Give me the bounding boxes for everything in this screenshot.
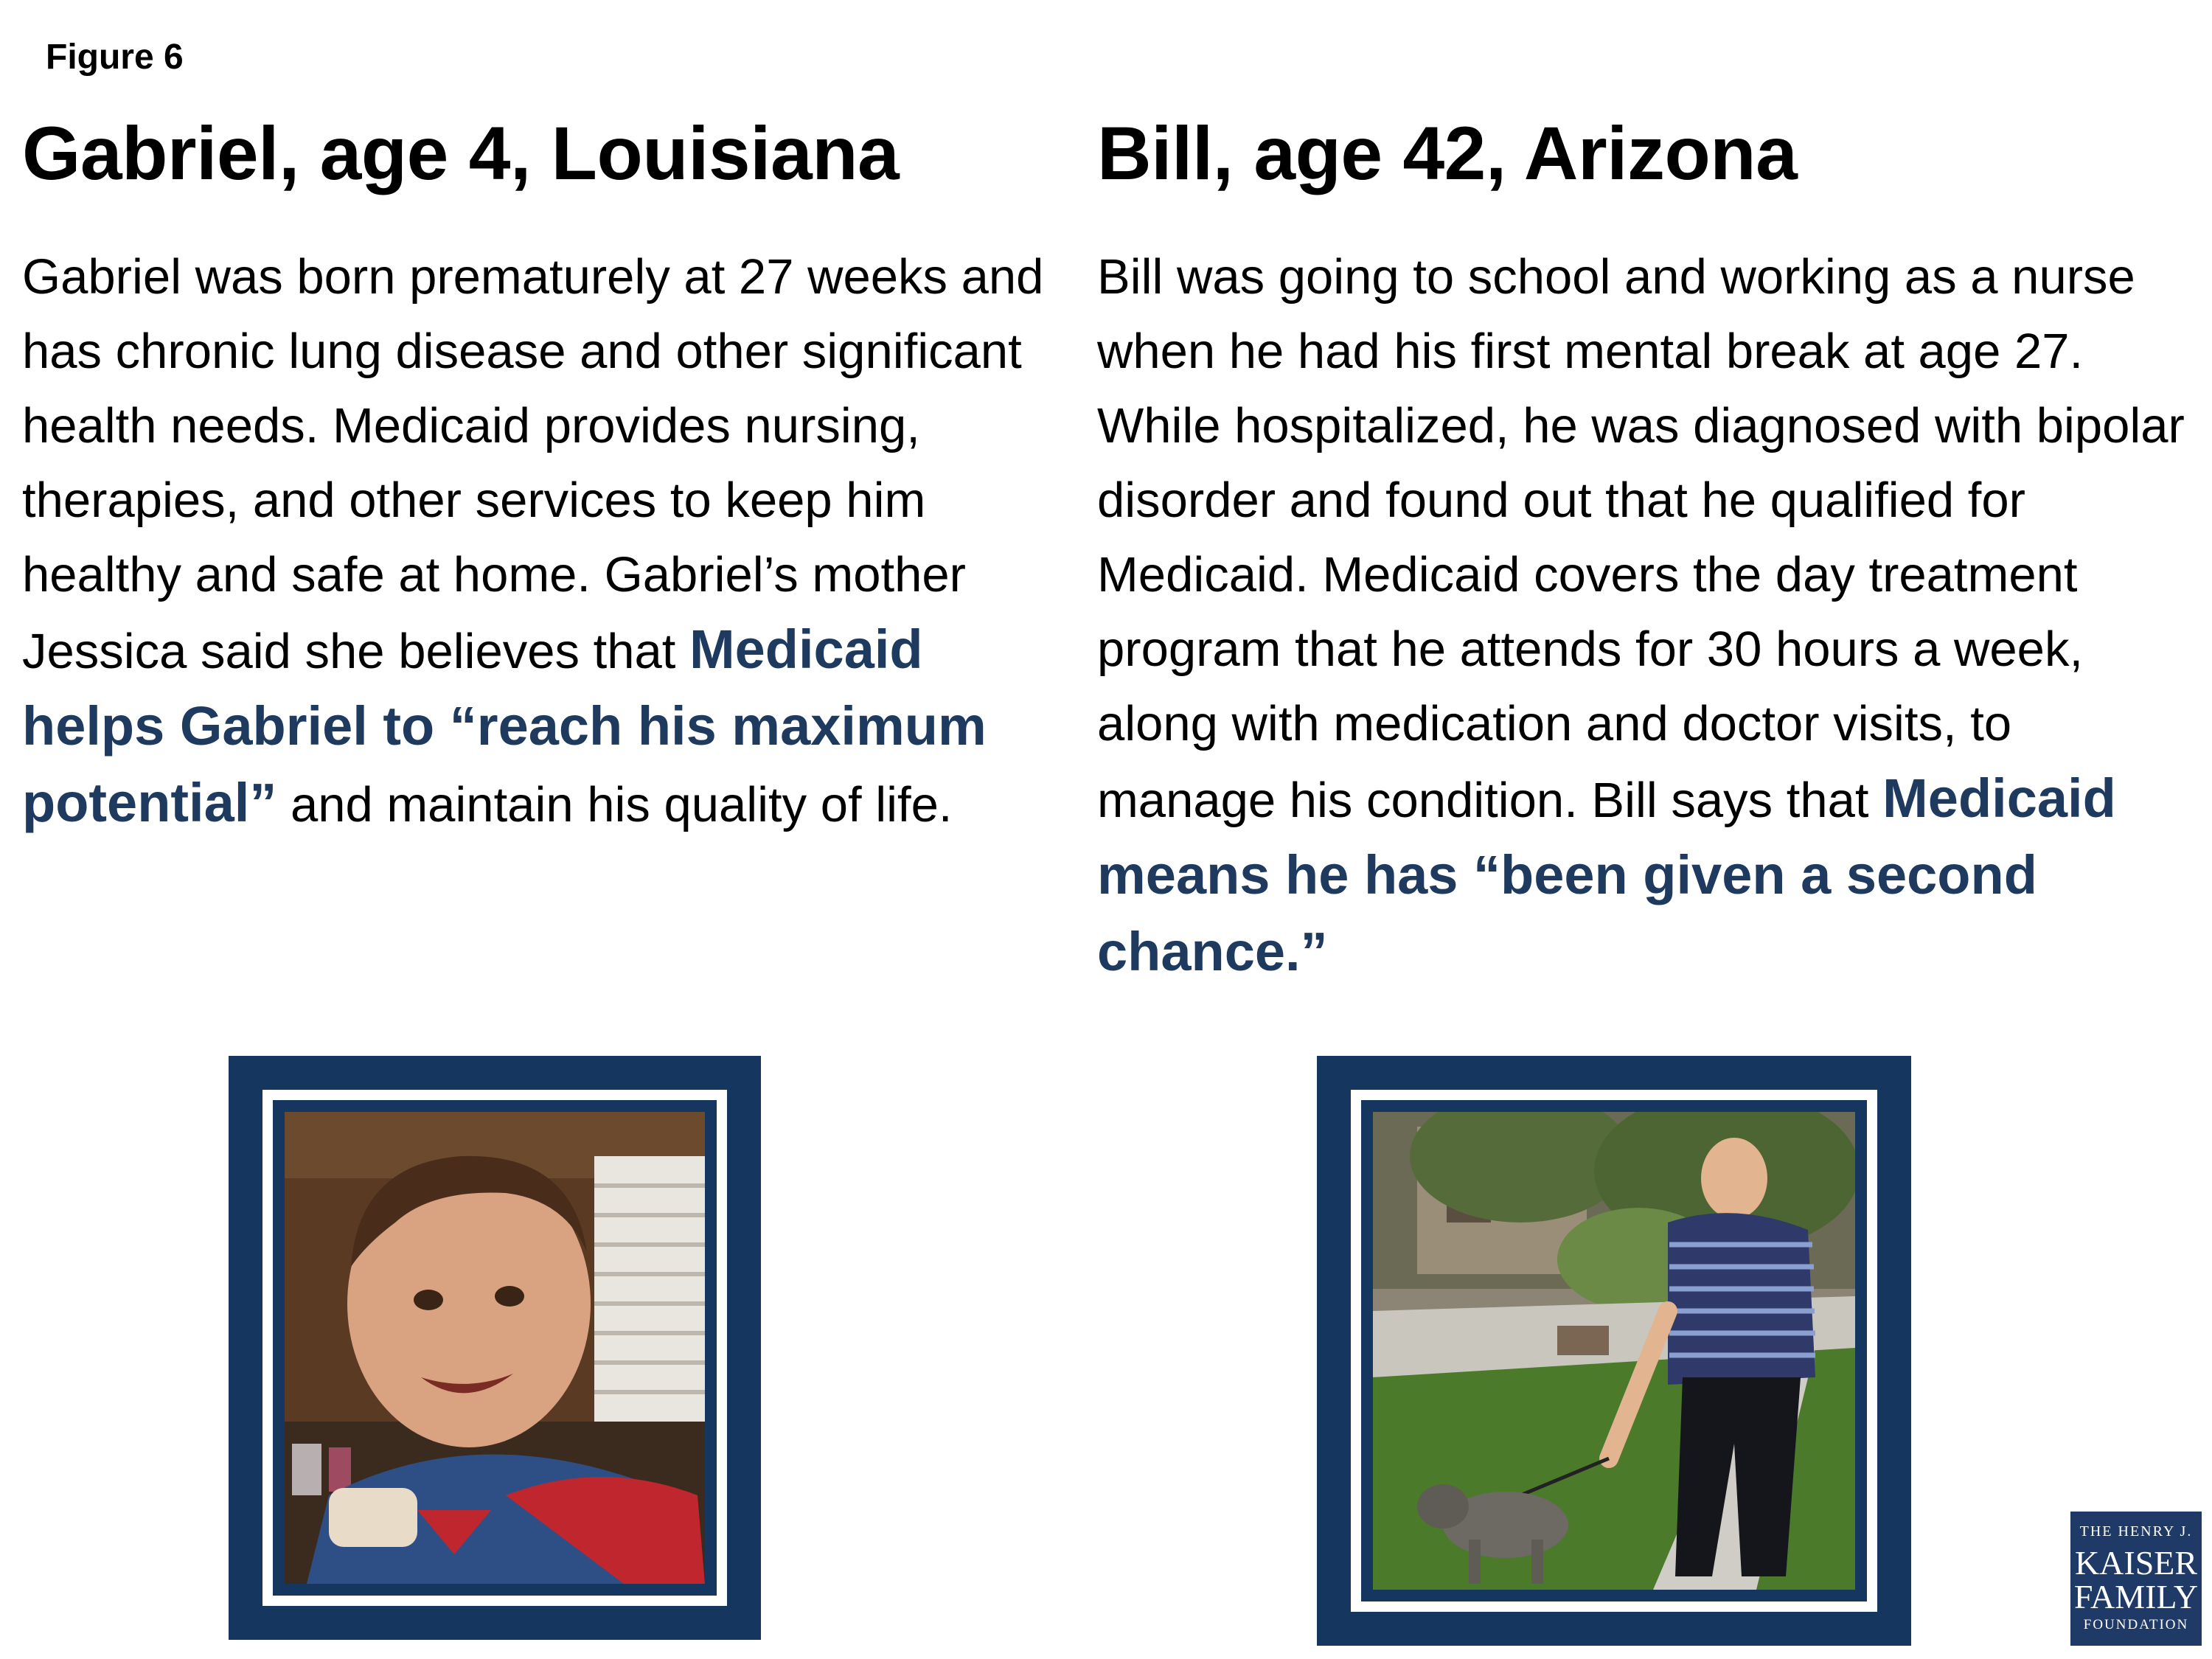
gabriel-photo-frame — [229, 1056, 761, 1640]
gabriel-story — [22, 111, 1047, 842]
kaiser-family-foundation-logo — [2070, 1512, 2202, 1646]
logo-line-1: THE HENRY J. — [2079, 1523, 2193, 1540]
bill-story — [1097, 111, 2203, 991]
gabriel-photo — [285, 1112, 705, 1584]
gabriel-heading: Gabriel, age 4, Louisiana — [22, 111, 900, 195]
gabriel-text-intro: Gabriel was born prematurely at 27 weeks and has chronic lung disease and other significant health needs. Medicaid provides nursing, therapies, and other services to keep him healthy and safe at home. Gabriel’s mother Jessica said she believes that — [22, 249, 1044, 680]
bill-story-text — [1097, 240, 2203, 991]
bill-quote-highlight: Medicaid means he has “been given a second chance.” — [1097, 768, 2116, 983]
logo-line-4: FOUNDATION — [2083, 1617, 2189, 1632]
bill-photo — [1373, 1112, 1855, 1590]
figure-label: Figure 6 — [46, 38, 184, 77]
gabriel-story-text — [22, 240, 1047, 842]
bill-heading: Bill, age 42, Arizona — [1097, 111, 1798, 195]
bill-text-intro: Bill was going to school and working as a nurse when he had his first mental break at age 27. While hospitalized, he was diagnosed with bipolar disorder and found out that he qualified for Medicaid. Medicaid covers the day treatment program that he attends for 30 hours a week, along with medication and doctor visits, to manage his condition. Bill says that — [1097, 249, 2185, 829]
logo-line-3: FAMILY — [2073, 1578, 2199, 1615]
bill-photo-illustration — [1373, 1112, 1855, 1590]
gabriel-quote-highlight: Medicaid helps Gabriel to “reach his maximum potential” — [22, 619, 987, 834]
gabriel-text-ending: and maintain his quality of life. — [276, 777, 953, 833]
bill-photo-frame — [1317, 1056, 1911, 1646]
logo-line-2: KAISER — [2074, 1544, 2198, 1582]
gabriel-photo-illustration — [285, 1112, 705, 1584]
